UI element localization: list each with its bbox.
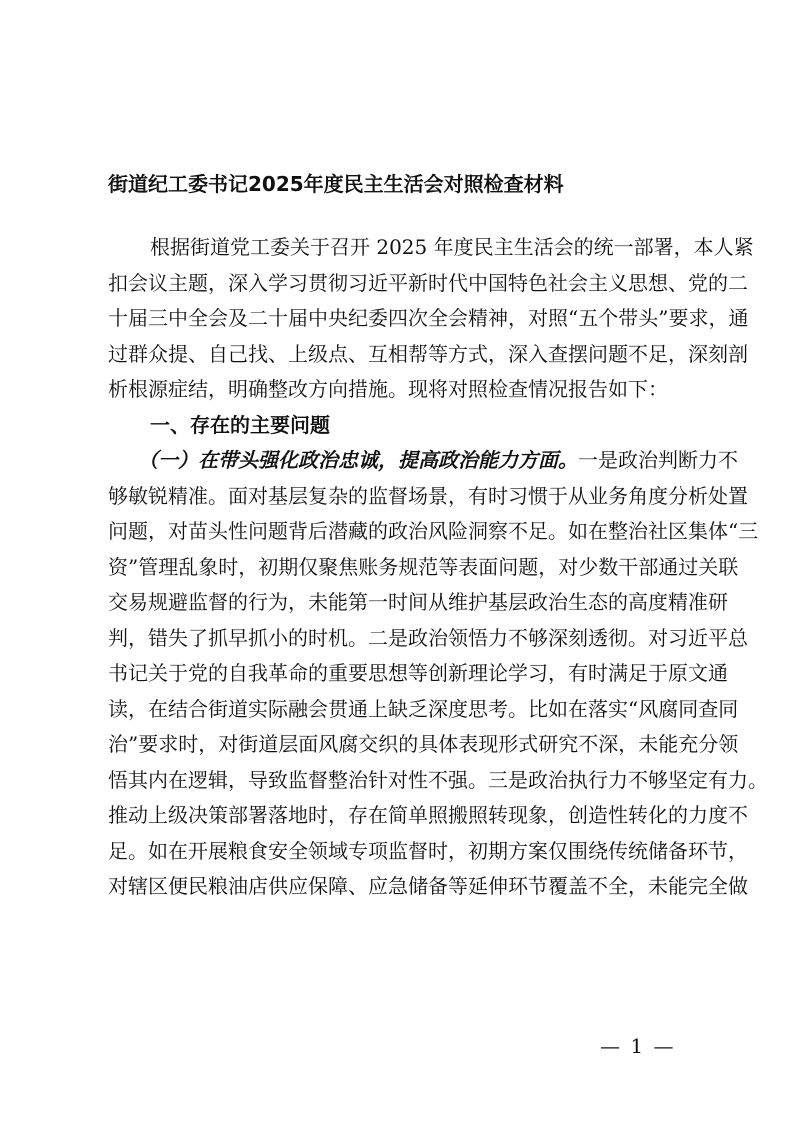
paragraph-line: [108, 443, 738, 479]
section-heading: 一、存在的主要问题: [150, 412, 330, 437]
paragraph-line: 对辖区便民粮油店供应保障、应急储备等延伸环节覆盖不全，未能完全做: [108, 874, 748, 898]
paragraph-line: 悟其内在逻辑，导致监督整治针对性不强。三是政治执行力不够坚定有力。: [108, 767, 768, 792]
paragraph-line: 判，错失了抓早抓小的时机。二是政治领悟力不够深刻透彻。对习近平总: [108, 625, 748, 650]
paragraph-line: 问题，对苗头性问题背后潜藏的政治风险洞察不足。如在整治社区集体“三: [108, 519, 759, 543]
paragraph-line: 析根源症结，明确整改方向措施。现将对照检查情况报告如下：: [108, 377, 668, 401]
line-text: 一是政治判断力不: [578, 448, 738, 472]
document-body: [108, 230, 768, 905]
document-title: 街道纪工委书记2025年度民主生活会对照检查材料: [108, 172, 564, 196]
paragraph-line: 根据街道党工委关于召开 2025 年度民主生活会的统一部署，本人紧: [150, 235, 754, 259]
paragraph-line: 十届三中全会及二十届中央纪委四次全会精神，对照“五个带头”要求，通: [108, 306, 749, 330]
paragraph-line: 推动上级决策部署落地时，存在简单照搬照转现象，创造性转化的力度不: [108, 803, 748, 827]
paragraph-line: 读，在结合街道实际融会贯通上缺乏深度思考。比如在落实“风腐同查同: [108, 696, 739, 721]
subsection-heading: （一）在带头强化政治忠诚，提高政治能力方面。: [138, 448, 578, 472]
paragraph-line: 书记关于党的自我革命的重要思想等创新理论学习，有时满足于原文通: [108, 661, 728, 685]
page-number: — 1 —: [600, 1034, 676, 1058]
paragraph-line: 治”要求时，对街道层面风腐交织的具体表现形式研究不深，未能充分领: [108, 732, 739, 756]
paragraph-line: 交易规避监督的行为，未能第一时间从维护基层政治生态的高度精准研: [108, 590, 728, 614]
paragraph-line: 足。如在开展粮食安全领域专项监督时，初期方案仅围绕传统储备环节，: [108, 838, 748, 863]
paragraph-line: 过群众提、自己找、上级点、互相帮等方式，深入查摆问题不足，深刻剖: [108, 341, 748, 366]
paragraph-line: 够敏锐精准。面对基层复杂的监督场景，有时习惯于从业务角度分析处置: [108, 483, 748, 508]
paragraph-line: 资”管理乱象时，初期仅聚焦账务规范等表面问题，对少数干部通过关联: [108, 554, 739, 579]
paragraph-line: 扣会议主题，深入学习贯彻习近平新时代中国特色社会主义思想、党的二: [108, 270, 748, 295]
